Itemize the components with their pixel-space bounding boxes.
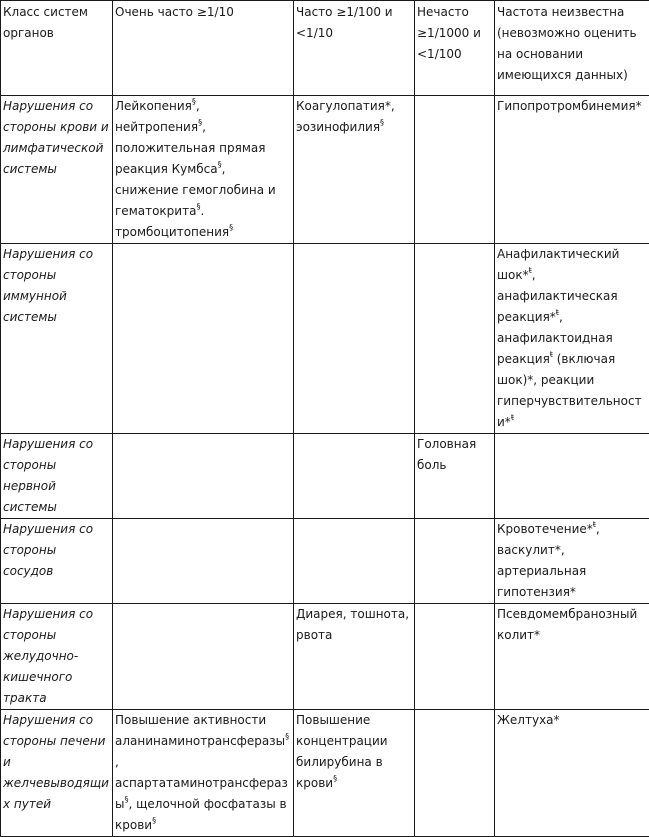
uncommon-cell [415,604,495,710]
uncommon-cell [415,710,495,837]
very-common-cell [113,244,294,434]
uncommon-cell: Головная боль [415,434,495,519]
header-uncommon: Нечасто ≥1/1000 и <1/100 [415,1,495,96]
header-organ-class: Класс систем органов [1,1,113,96]
unknown-frequency-cell: Псевдомембранозный колит* [495,604,649,710]
very-common-cell: Повышение активности аланинаминотрансферазы§, аспартатаминотрансферазы§, щелочной фосфатазы в крови§ [113,710,294,837]
unknown-frequency-cell: Гипопротромбинемия* [495,96,649,244]
header-unknown: Частота неизвестна (невозможно оценить на основании имеющихся данных) [495,1,649,96]
unknown-frequency-cell [495,434,649,519]
table-row [1,434,649,519]
unknown-frequency-cell: Кровотечение*$^ŧ$, васкулит*, артериальная гипотензия* [495,519,649,604]
common-cell [294,244,415,434]
uncommon-cell [415,244,495,434]
common-cell [294,519,415,604]
very-common-cell [113,434,294,519]
common-cell [294,434,415,519]
common-cell: Повышение концентрации билирубина в крови§ [294,710,415,837]
table-row [1,710,649,837]
table-row [1,519,649,604]
table-row [1,244,649,434]
common-cell: Коагулопатия*, эозинофилия§ [294,96,415,244]
very-common-cell: Лейкопения§, нейтропения§, положительная прямая реакция Кумбса§, снижение гемоглобина и гематокрита§. тромбоцитопения§ [113,96,294,244]
table-row [1,604,649,710]
uncommon-cell [415,519,495,604]
organ-class-cell: Нарушения со стороны нервной системы [1,434,113,519]
organ-class-cell: Нарушения со стороны желудочно-кишечного тракта [1,604,113,710]
header-common: Часто ≥1/100 и <1/10 [294,1,415,96]
table-row [1,96,649,244]
organ-class-cell: Нарушения со стороны печени и желчевыводящих путей [1,710,113,837]
unknown-frequency-cell: Анафилактический шок*$^ŧ$, анафилактическая реакция*$^ŧ$, анафилактоидная реакция$^ŧ$ (включая шок)*, реакции гиперчувствительности*$^ŧ$ [495,244,649,434]
very-common-cell [113,519,294,604]
organ-class-cell: Нарушения со стороны крови и лимфатической системы [1,96,113,244]
common-cell: Диарея, тошнота, рвота [294,604,415,710]
table-header-row [1,1,649,96]
uncommon-cell [415,96,495,244]
organ-class-cell: Нарушения со стороны сосудов [1,519,113,604]
unknown-frequency-cell: Желтуха* [495,710,649,837]
organ-class-cell: Нарушения со стороны иммунной системы [1,244,113,434]
very-common-cell [113,604,294,710]
header-very-common: Очень часто ≥1/10 [113,1,294,96]
